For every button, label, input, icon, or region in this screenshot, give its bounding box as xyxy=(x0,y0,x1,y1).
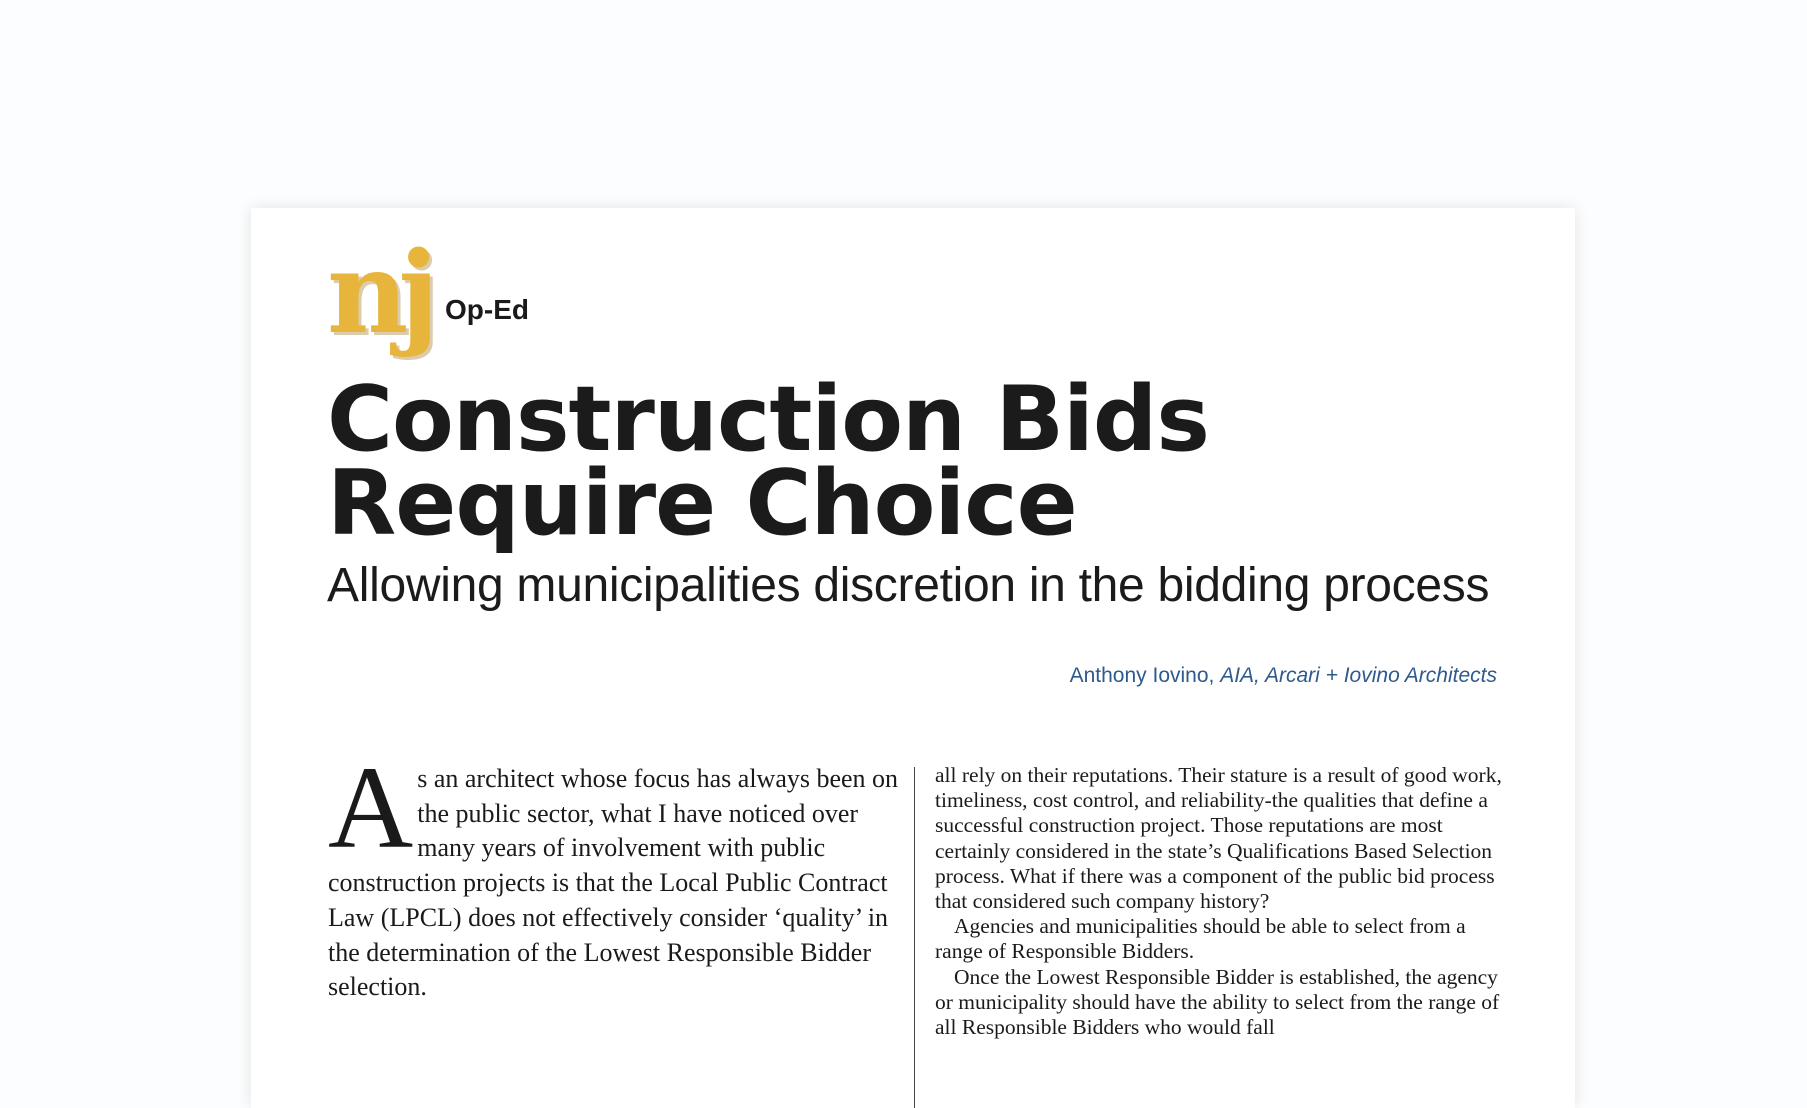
column-divider xyxy=(914,767,915,1108)
article-subtitle: Allowing municipalities discretion in the bidding process xyxy=(327,559,1490,612)
byline-affiliation: AIA, Arcari + Iovino Architects xyxy=(1220,664,1497,687)
byline xyxy=(1070,664,1497,688)
right-column xyxy=(935,763,1505,1040)
article-title xyxy=(327,367,1327,556)
section-label: Op-Ed xyxy=(445,294,529,325)
right-column-paragraph-1: all rely on their reputations. Their stature is a result of good work, timeliness, cost control, and reliability-the qualities that define a successful construction project. Those reputations are most certainly considered in the state’s Qualifications Based Selection process. What if there was a component of the public bid process that considered such company history? xyxy=(935,763,1502,914)
left-column-paragraph xyxy=(328,742,911,1005)
nj-logo: nj xyxy=(327,228,429,359)
left-column-text: s an architect whose focus has always been on the public sector, what I have noticed over many years of involvement with public construction projects is that the Local Public Contract Law (LPCL) does not effectively consider ‘quality’ in the determination of the Lowest Responsible Bidder selection. xyxy=(328,764,899,1002)
right-column-paragraph-3: Once the Lowest Responsible Bidder is established, the agency or municipality should have the ability to select from the range of all Responsible Bidders who would fall xyxy=(935,964,1500,1040)
left-column xyxy=(328,742,911,1005)
article-page xyxy=(251,208,1575,1108)
article-title-line-2: Require Choice xyxy=(327,451,1077,556)
byline-author: Anthony Iovino, xyxy=(1069,664,1215,687)
article-title-line-1: Construction Bids xyxy=(327,367,1209,472)
drop-cap: A xyxy=(328,742,414,873)
right-column-paragraph-2: Agencies and municipalities should be able to select from a range of Responsible Bidders. xyxy=(935,914,1466,964)
